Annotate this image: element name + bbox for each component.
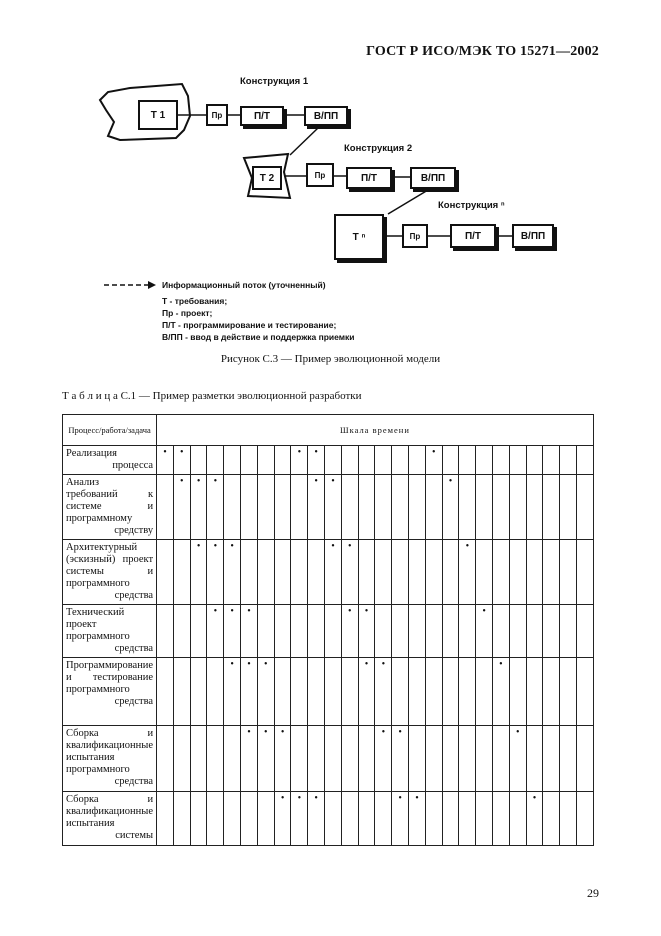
activity-marker: • (398, 793, 402, 804)
t1-box: Т 1 (138, 100, 178, 130)
time-cell (493, 540, 510, 605)
time-cell (257, 726, 274, 792)
time-cell (560, 726, 577, 792)
time-cell (442, 446, 459, 475)
activity-marker: • (264, 659, 268, 670)
time-cell (560, 475, 577, 540)
time-cell (241, 475, 258, 540)
time-cell (173, 605, 190, 658)
time-cell (207, 658, 224, 726)
activity-marker: • (230, 659, 234, 670)
time-cell (493, 475, 510, 540)
table-title: Т а б л и ц а С.1 — Пример разметки эволюционной разработки (62, 390, 362, 402)
t2-box: Т 2 (252, 166, 282, 190)
time-cell (224, 726, 241, 792)
time-cell (560, 446, 577, 475)
activity-marker: • (381, 659, 386, 670)
process-name-cell: Сборка и квалификационные испытания системы (63, 792, 157, 846)
time-cell (577, 726, 594, 792)
process-name-cell: Архитектурный (эскизный) проект системы и программного средства (63, 540, 157, 605)
time-cell (509, 446, 526, 475)
time-cell (509, 540, 526, 605)
time-cell (274, 792, 291, 846)
time-cell (493, 726, 510, 792)
time-cell (308, 726, 325, 792)
activity-marker: • (213, 541, 218, 552)
time-cell (392, 475, 409, 540)
time-cell (224, 446, 241, 475)
time-cell (409, 726, 426, 792)
time-cell (341, 792, 358, 846)
time-cell (274, 658, 291, 726)
time-cell (409, 605, 426, 658)
time-cell (493, 792, 510, 846)
time-cell (257, 658, 274, 726)
time-cell (392, 792, 409, 846)
time-cell (375, 540, 392, 605)
time-cell (257, 605, 274, 658)
activity-marker: • (180, 447, 184, 458)
time-cell (476, 792, 493, 846)
activity-marker: • (348, 541, 352, 552)
time-cell (291, 658, 308, 726)
activity-marker: • (213, 476, 218, 487)
time-cell (509, 726, 526, 792)
process-column-header: Процесс/работа/задача (63, 415, 157, 446)
time-cell (173, 792, 190, 846)
time-cell (157, 792, 174, 846)
activity-marker: • (364, 659, 369, 670)
time-cell (157, 726, 174, 792)
legend-item: Т - требования; (162, 296, 228, 306)
time-cell (577, 446, 594, 475)
time-cell (274, 605, 291, 658)
time-cell (190, 605, 207, 658)
time-cell (476, 726, 493, 792)
time-cell (392, 726, 409, 792)
activity-marker: • (532, 793, 537, 804)
pt2-box: П/Т (346, 167, 392, 189)
time-cell (308, 658, 325, 726)
time-cell (173, 658, 190, 726)
time-cell (459, 658, 476, 726)
time-cell (308, 475, 325, 540)
time-cell (560, 792, 577, 846)
time-cell (224, 792, 241, 846)
time-cell (358, 475, 375, 540)
construction-2-title: Конструкция 2 (344, 143, 413, 154)
time-cell (358, 605, 375, 658)
time-cell (190, 540, 207, 605)
time-cell (526, 540, 543, 605)
time-cell (207, 446, 224, 475)
time-cell (425, 605, 442, 658)
time-cell (425, 475, 442, 540)
table-row (63, 540, 594, 605)
time-cell (241, 540, 258, 605)
time-cell (190, 475, 207, 540)
time-cell (157, 658, 174, 726)
pr1-box: Пр (206, 104, 228, 126)
activity-marker: • (348, 606, 352, 617)
time-cell (425, 658, 442, 726)
page-number: 29 (587, 886, 599, 900)
time-cell (526, 726, 543, 792)
activity-marker: • (247, 606, 251, 617)
time-cell (577, 658, 594, 726)
activity-marker: • (264, 727, 268, 738)
time-cell (409, 540, 426, 605)
table-row (63, 446, 594, 475)
activity-marker: • (297, 447, 302, 458)
time-cell (341, 605, 358, 658)
tn-box: Т ⁿ (334, 214, 384, 260)
time-cell (358, 726, 375, 792)
time-cell (476, 605, 493, 658)
time-cell (476, 446, 493, 475)
time-cell (526, 475, 543, 540)
activity-marker: • (515, 727, 520, 738)
time-cell (509, 792, 526, 846)
table-header-row (63, 415, 594, 446)
activity-marker: • (499, 659, 503, 670)
time-cell (493, 446, 510, 475)
time-cell (476, 540, 493, 605)
activity-marker: • (280, 727, 285, 738)
time-cell (257, 446, 274, 475)
time-cell (543, 658, 560, 726)
time-cell (459, 446, 476, 475)
time-cell (543, 605, 560, 658)
vpp3-box: В/ПП (512, 224, 554, 248)
activity-marker: • (465, 541, 470, 552)
pt3-box: П/Т (450, 224, 496, 248)
time-cell (173, 726, 190, 792)
time-cell (358, 446, 375, 475)
time-cell (409, 792, 426, 846)
vpp2-box: В/ПП (410, 167, 456, 189)
time-cell (274, 726, 291, 792)
time-cell (308, 540, 325, 605)
activity-marker: • (280, 793, 285, 804)
time-cell (493, 605, 510, 658)
legend-list (162, 295, 355, 343)
time-cell (325, 792, 342, 846)
time-cell (157, 540, 174, 605)
time-cell (257, 475, 274, 540)
time-cell (476, 658, 493, 726)
time-cell (526, 658, 543, 726)
time-cell (459, 540, 476, 605)
time-cell (257, 540, 274, 605)
time-cell (392, 446, 409, 475)
legend-item: Пр - проект; (162, 308, 213, 318)
legend-flow-label: Информационный поток (уточненный) (162, 280, 326, 290)
time-cell (459, 792, 476, 846)
time-cell (526, 446, 543, 475)
standard-header: ГОСТ Р ИСО/МЭК ТО 15271—2002 (366, 44, 599, 59)
time-cell (190, 792, 207, 846)
time-cell (425, 726, 442, 792)
time-cell (425, 446, 442, 475)
time-cell (375, 658, 392, 726)
time-scale-header: Шкала времени (157, 415, 594, 446)
time-cell (291, 540, 308, 605)
time-cell (358, 658, 375, 726)
activity-marker: • (381, 727, 386, 738)
time-cell (291, 475, 308, 540)
activity-marker: • (196, 541, 201, 552)
time-cell (173, 540, 190, 605)
activity-marker: • (314, 793, 318, 804)
time-cell (392, 605, 409, 658)
time-cell (308, 792, 325, 846)
time-cell (509, 658, 526, 726)
time-cell (224, 658, 241, 726)
time-cell (173, 475, 190, 540)
activity-marker: • (364, 606, 369, 617)
time-cell (425, 540, 442, 605)
activity-marker: • (331, 541, 335, 552)
time-cell (173, 446, 190, 475)
time-cell (375, 475, 392, 540)
time-cell (325, 475, 342, 540)
time-cell (459, 475, 476, 540)
time-cell (425, 792, 442, 846)
time-cell (274, 540, 291, 605)
time-cell (509, 605, 526, 658)
time-cell (577, 605, 594, 658)
time-cell (257, 792, 274, 846)
time-cell (442, 726, 459, 792)
time-cell (308, 446, 325, 475)
time-cell (375, 446, 392, 475)
activity-marker: • (314, 447, 318, 458)
time-cell (375, 726, 392, 792)
activity-marker: • (482, 606, 486, 617)
time-cell (207, 540, 224, 605)
time-cell (543, 792, 560, 846)
time-cell (459, 726, 476, 792)
activity-marker: • (196, 476, 201, 487)
time-cell (291, 605, 308, 658)
time-cell (341, 446, 358, 475)
time-cell (341, 475, 358, 540)
time-cell (157, 475, 174, 540)
time-cell (442, 475, 459, 540)
time-cell (560, 605, 577, 658)
time-cell (509, 475, 526, 540)
time-cell (577, 792, 594, 846)
time-cell (308, 605, 325, 658)
activity-marker: • (415, 793, 419, 804)
activity-marker: • (230, 541, 234, 552)
process-name-cell: Технический проект программного средства (63, 605, 157, 658)
time-cell (560, 658, 577, 726)
process-name-cell: Программирование и тестирование программного средства (63, 658, 157, 726)
time-cell (577, 540, 594, 605)
time-cell (375, 792, 392, 846)
time-cell (207, 792, 224, 846)
time-cell (409, 658, 426, 726)
time-cell (224, 540, 241, 605)
evolution-model-figure (0, 0, 661, 360)
time-cell (207, 605, 224, 658)
time-cell (241, 605, 258, 658)
activity-marker: • (314, 476, 318, 487)
time-cell (341, 658, 358, 726)
activity-marker: • (213, 606, 218, 617)
legend-item: В/ПП - ввод в действие и поддержка приемки (162, 332, 355, 342)
process-name-cell: Реализация процесса (63, 446, 157, 475)
time-cell (459, 605, 476, 658)
time-cell (476, 475, 493, 540)
table-row (63, 792, 594, 846)
activity-marker: • (431, 447, 436, 458)
time-cell (241, 446, 258, 475)
time-cell (274, 475, 291, 540)
pr2-box: Пр (306, 163, 334, 187)
activity-marker: • (180, 476, 184, 487)
pt1-box: П/Т (240, 106, 284, 126)
time-cell (341, 540, 358, 605)
time-cell (409, 446, 426, 475)
table-row (63, 475, 594, 540)
time-cell (224, 475, 241, 540)
time-cell (157, 446, 174, 475)
time-cell (207, 475, 224, 540)
activity-marker: • (448, 476, 453, 487)
time-cell (241, 658, 258, 726)
activity-marker: • (247, 659, 251, 670)
activity-marker: • (398, 727, 402, 738)
activity-marker: • (230, 606, 234, 617)
construction-1-title: Конструкция 1 (240, 76, 309, 87)
figure-caption: Рисунок С.3 — Пример эволюционной модели (220, 353, 441, 365)
legend-item: П/Т - программирование и тестирование; (162, 320, 337, 330)
time-cell (325, 658, 342, 726)
time-cell (442, 792, 459, 846)
time-cell (543, 446, 560, 475)
time-cell (442, 605, 459, 658)
activity-marker: • (247, 727, 251, 738)
time-cell (409, 475, 426, 540)
table-row (63, 605, 594, 658)
time-cell (291, 792, 308, 846)
time-cell (526, 605, 543, 658)
time-cell (241, 726, 258, 792)
time-cell (325, 605, 342, 658)
activity-marker: • (331, 476, 335, 487)
time-cell (190, 726, 207, 792)
table-row (63, 726, 594, 792)
time-cell (341, 726, 358, 792)
time-cell (325, 726, 342, 792)
time-cell (375, 605, 392, 658)
time-cell (274, 446, 291, 475)
time-cell (392, 658, 409, 726)
time-cell (325, 446, 342, 475)
vpp1-box: В/ПП (304, 106, 348, 126)
activity-marker: • (297, 793, 302, 804)
time-cell (442, 658, 459, 726)
time-cell (291, 726, 308, 792)
table-row (63, 658, 594, 726)
time-cell (325, 540, 342, 605)
time-cell (442, 540, 459, 605)
time-cell (190, 658, 207, 726)
flow-arrow-icon (148, 281, 156, 289)
time-cell (207, 726, 224, 792)
time-cell (543, 726, 560, 792)
evolution-table (62, 414, 594, 846)
time-cell (224, 605, 241, 658)
time-cell (577, 475, 594, 540)
process-name-cell: Сборка и квалификационные испытания программного средства (63, 726, 157, 792)
time-cell (493, 658, 510, 726)
time-cell (358, 540, 375, 605)
time-cell (543, 540, 560, 605)
time-cell (560, 540, 577, 605)
activity-marker: • (163, 447, 167, 458)
time-cell (190, 446, 207, 475)
time-cell (526, 792, 543, 846)
time-cell (543, 475, 560, 540)
process-name-cell: Анализ требований к системе и программному средству (63, 475, 157, 540)
construction-n-title: Конструкция ⁿ (438, 200, 505, 211)
time-cell (241, 792, 258, 846)
time-cell (157, 605, 174, 658)
time-cell (291, 446, 308, 475)
time-cell (392, 540, 409, 605)
pr3-box: Пр (402, 224, 428, 248)
time-cell (358, 792, 375, 846)
